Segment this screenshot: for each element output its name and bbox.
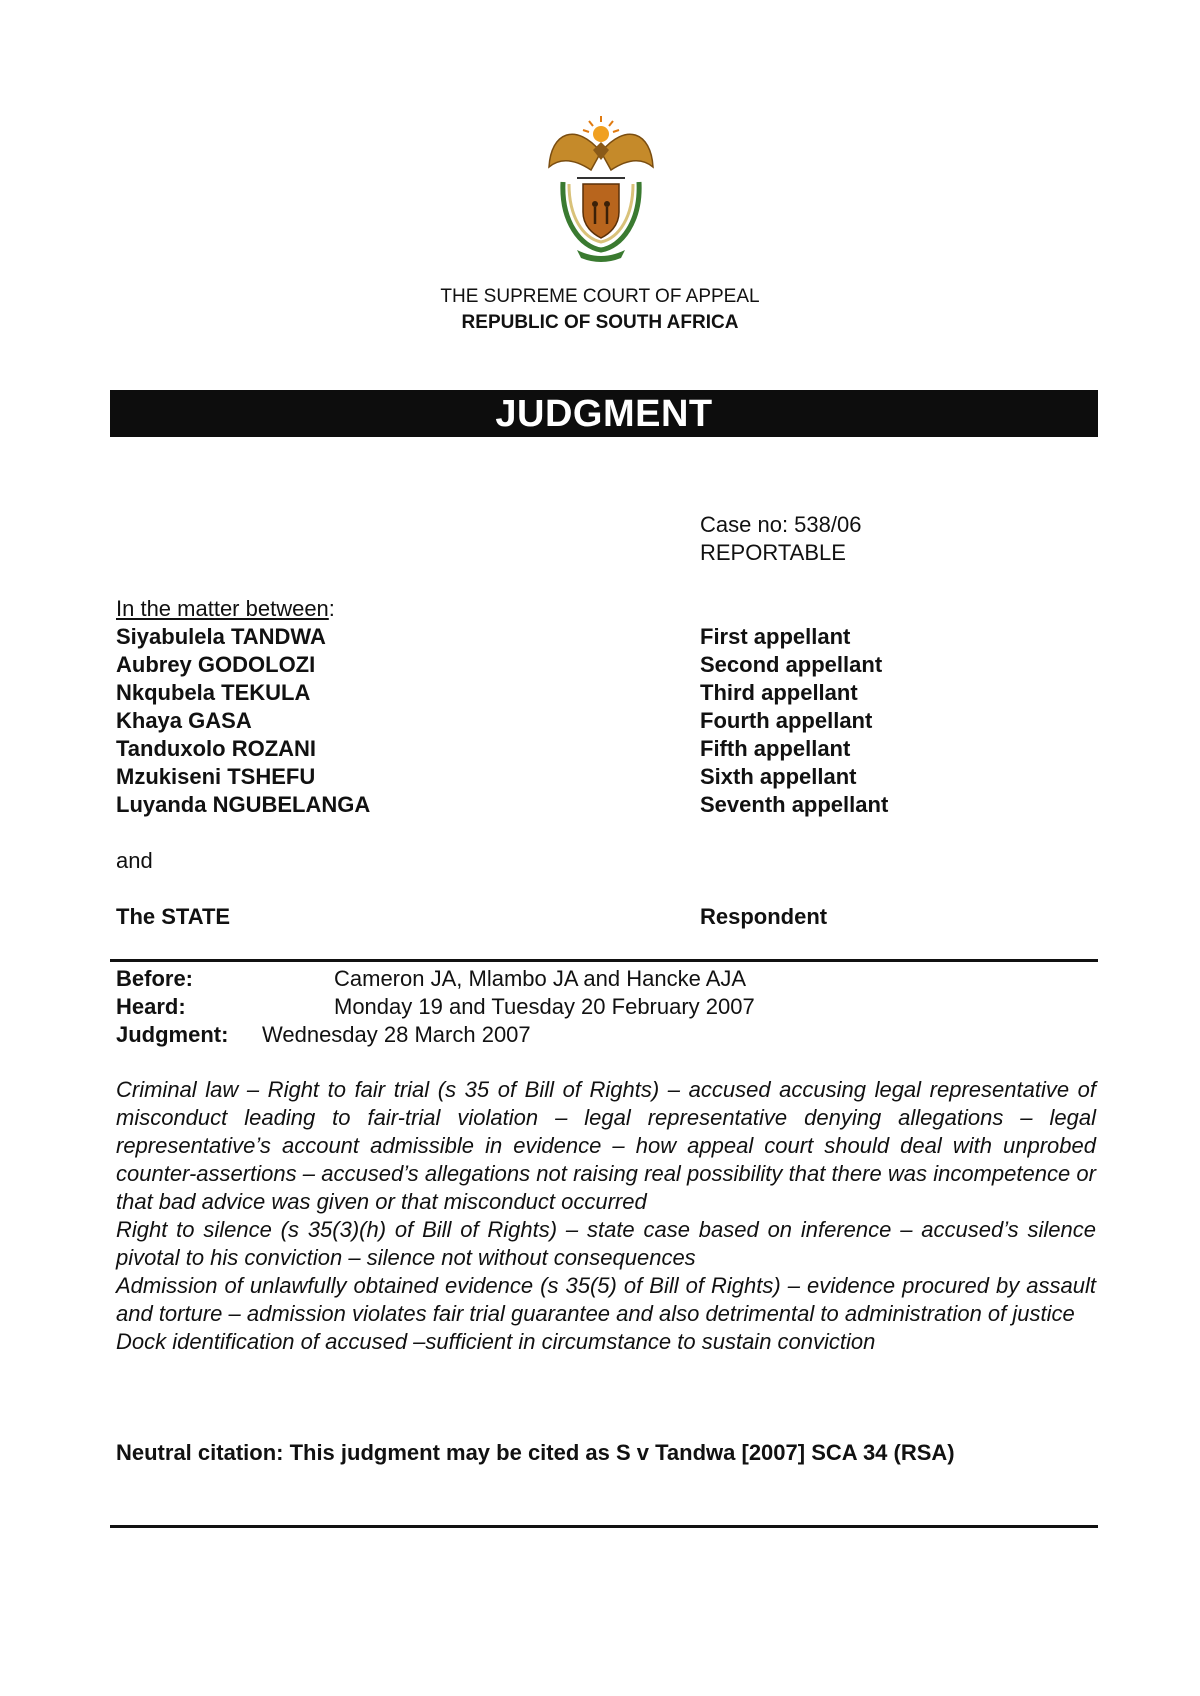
appellant-role: Sixth appellant (700, 764, 857, 789)
matter-colon: : (328, 596, 335, 621)
case-number: Case no: 538/06 (700, 512, 862, 537)
appellant-name: Nkqubela TEKULA (116, 680, 311, 705)
appellant-name: Aubrey GODOLOZI (116, 652, 316, 677)
appellant-role: Fifth appellant (700, 736, 851, 761)
appellant-name: Mzukiseni TSHEFU (116, 764, 316, 789)
appellant-name: Khaya GASA (116, 708, 252, 733)
headnote (116, 1076, 1096, 1356)
matter-heading (116, 596, 335, 622)
court-country: REPUBLIC OF SOUTH AFRICA (461, 312, 739, 333)
matter-label: In the matter between (116, 596, 329, 621)
judgment-banner: JUDGMENT (110, 390, 1098, 437)
court-name: THE SUPREME COURT OF APPEAL (440, 286, 760, 307)
case-status: REPORTABLE (700, 540, 846, 565)
judgment-date-value: Wednesday 28 March 2007 (262, 1022, 531, 1047)
appellant-name: Tanduxolo ROZANI (116, 736, 317, 761)
appellant-role: First appellant (700, 624, 851, 649)
headnote-paragraph: Right to silence (s 35(3)(h) of Bill of Rights) – state case based on inference – accused’s silence pivotal to his conviction – silence not without consequences (116, 1217, 1096, 1270)
appellant-role: Fourth appellant (700, 708, 873, 733)
appellant-role: Second appellant (700, 652, 883, 677)
divider (110, 1525, 1098, 1528)
neutral-citation: Neutral citation: This judgment may be cited as S v Tandwa [2007] SCA 34 (RSA) (116, 1440, 955, 1465)
before-label: Before: (116, 966, 194, 991)
before-value: Cameron JA, Mlambo JA and Hancke AJA (334, 966, 747, 991)
appellant-name: Luyanda NGUBELANGA (116, 792, 371, 817)
headnote-paragraph: Dock identification of accused –sufficient in circumstance to sustain conviction (116, 1329, 876, 1354)
headnote-paragraph: Admission of unlawfully obtained evidence (s 35(5) of Bill of Rights) – evidence procured by assault and torture – admission violates fair trial guarantee and also detrimental to administration of justice (116, 1273, 1096, 1326)
respondent-role: Respondent (700, 904, 828, 929)
heard-value: Monday 19 and Tuesday 20 February 2007 (334, 994, 755, 1019)
heard-label: Heard: (116, 994, 186, 1019)
appellant-role: Third appellant (700, 680, 858, 705)
divider (110, 959, 1098, 962)
headnote-paragraph: Criminal law – Right to fair trial (s 35 of Bill of Rights) – accused accusing legal representative of misconduct leading to fair-trial violation – legal representative denying allegations – legal representative’s account admissible in evidence – how appeal court should deal with unprobed counter-assertions – accused’s allegations not raising real possibility that there was incompetence or that bad advice was given or that misconduct occurred (116, 1077, 1096, 1214)
appellant-role: Seventh appellant (700, 792, 889, 817)
appellant-name: Siyabulela TANDWA (116, 624, 326, 649)
respondent-name: The STATE (116, 904, 231, 929)
coat-of-arms-icon (541, 112, 661, 262)
judgment-date-label: Judgment: (116, 1022, 229, 1047)
and-connector: and (116, 848, 153, 873)
